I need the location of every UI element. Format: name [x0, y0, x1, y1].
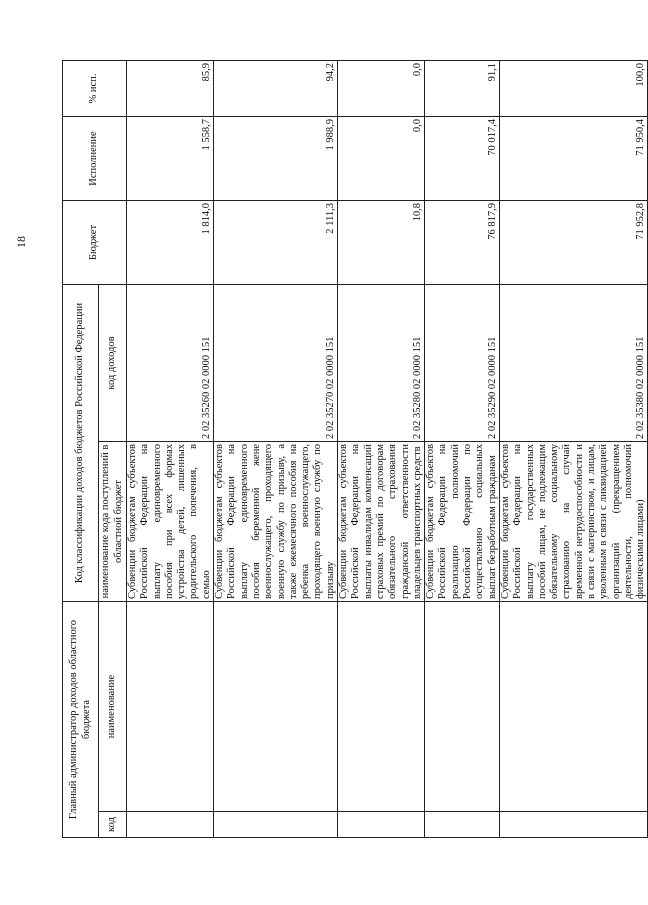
- row-income-code: 2 02 35380 02 0000 151: [499, 284, 648, 441]
- row-execution: 0,0: [338, 116, 425, 200]
- row-admin-code: [425, 812, 500, 838]
- row-receipt-name: Субвенции бюджетам субъектов Российской Федерации на выплаты инвалидам компенсаций страховых премий по договорам обязательного страхования гражданской ответственности владельцев транспортных средств: [338, 442, 425, 602]
- row-admin-name: [127, 602, 214, 812]
- row-admin-code: [499, 812, 648, 838]
- row-income-code: 2 02 35280 02 0000 151: [338, 284, 425, 441]
- row-admin-name: [425, 602, 500, 812]
- row-percent: 85,9: [127, 60, 214, 116]
- header-receipt-name: наименование кода поступлений в областной бюджет: [99, 442, 127, 602]
- row-receipt-name: Субвенции бюджетам субъектов Российской Федерации на выплату единовременного пособия беременной жене военнослужащего, проходящего военную службу по призыву, а также ежемесячного пособия на ребенка военнослужащего, проходящего военную службу по призыву: [214, 442, 338, 602]
- row-admin-code: [338, 812, 425, 838]
- row-income-code: 2 02 35260 02 0000 151: [127, 284, 214, 441]
- row-receipt-name: Субвенции бюджетам субъектов Российской Федерации на выплату единовременного пособия при всех формах устройства детей, лишенных родительского попечения, в семью: [127, 442, 214, 602]
- row-budget: 1 814,0: [127, 200, 214, 284]
- budget-table-sheet: [62, 61, 647, 838]
- header-budget: Бюджет: [63, 200, 127, 284]
- row-execution: 1 558,7: [127, 116, 214, 200]
- table-row: [425, 60, 500, 837]
- row-execution: 70 017,4: [425, 116, 500, 200]
- header-admin-name: наименование: [99, 602, 127, 812]
- header-execution: Исполнение: [63, 116, 127, 200]
- row-income-code: 2 02 35270 02 0000 151: [214, 284, 338, 441]
- header-admin-group: Главный администратор доходов областного бюджета: [63, 602, 99, 838]
- row-admin-name: [338, 602, 425, 812]
- header-classification-group: Код классификации доходов бюджетов Российской Федерации: [63, 284, 99, 601]
- row-admin-code: [214, 812, 338, 838]
- table-row: [338, 60, 425, 837]
- row-budget: 71 952,8: [499, 200, 648, 284]
- header-percent: % исп.: [63, 60, 127, 116]
- row-admin-name: [499, 602, 648, 812]
- table-row: [214, 60, 338, 837]
- budget-income-table: [62, 60, 648, 838]
- table-row: [499, 60, 648, 837]
- row-percent: 100,0: [499, 60, 648, 116]
- row-income-code: 2 02 35290 02 0000 151: [425, 284, 500, 441]
- row-execution: 71 950,4: [499, 116, 648, 200]
- row-receipt-name: Субвенции бюджетам субъектов Российской Федерации на реализацию полномочий Российской Федерации по осуществлению социальных выплат безработным гражданам: [425, 442, 500, 602]
- header-admin-code: код: [99, 812, 127, 838]
- row-budget: 10,8: [338, 200, 425, 284]
- row-execution: 1 988,9: [214, 116, 338, 200]
- table-row: [127, 60, 214, 837]
- row-percent: 94,2: [214, 60, 338, 116]
- row-percent: 0,0: [338, 60, 425, 116]
- row-admin-code: [127, 812, 214, 838]
- header-row-top: [63, 60, 99, 837]
- page-number: 18: [14, 236, 28, 248]
- row-percent: 91,1: [425, 60, 500, 116]
- header-income-code: код доходов: [99, 284, 127, 441]
- row-budget: 76 817,9: [425, 200, 500, 284]
- row-budget: 2 111,3: [214, 200, 338, 284]
- row-receipt-name: Субвенции бюджетам субъектов Российской Федерации на выплату государственных пособий лицам, не подлежащим обязательному социальному страхованию на случай временной нетрудоспособности и в связи с материнством, и лицам, уволенным в связи с ликвидацией организаций (прекращением деятельности, полномочий физическими лицами): [499, 442, 648, 602]
- row-admin-name: [214, 602, 338, 812]
